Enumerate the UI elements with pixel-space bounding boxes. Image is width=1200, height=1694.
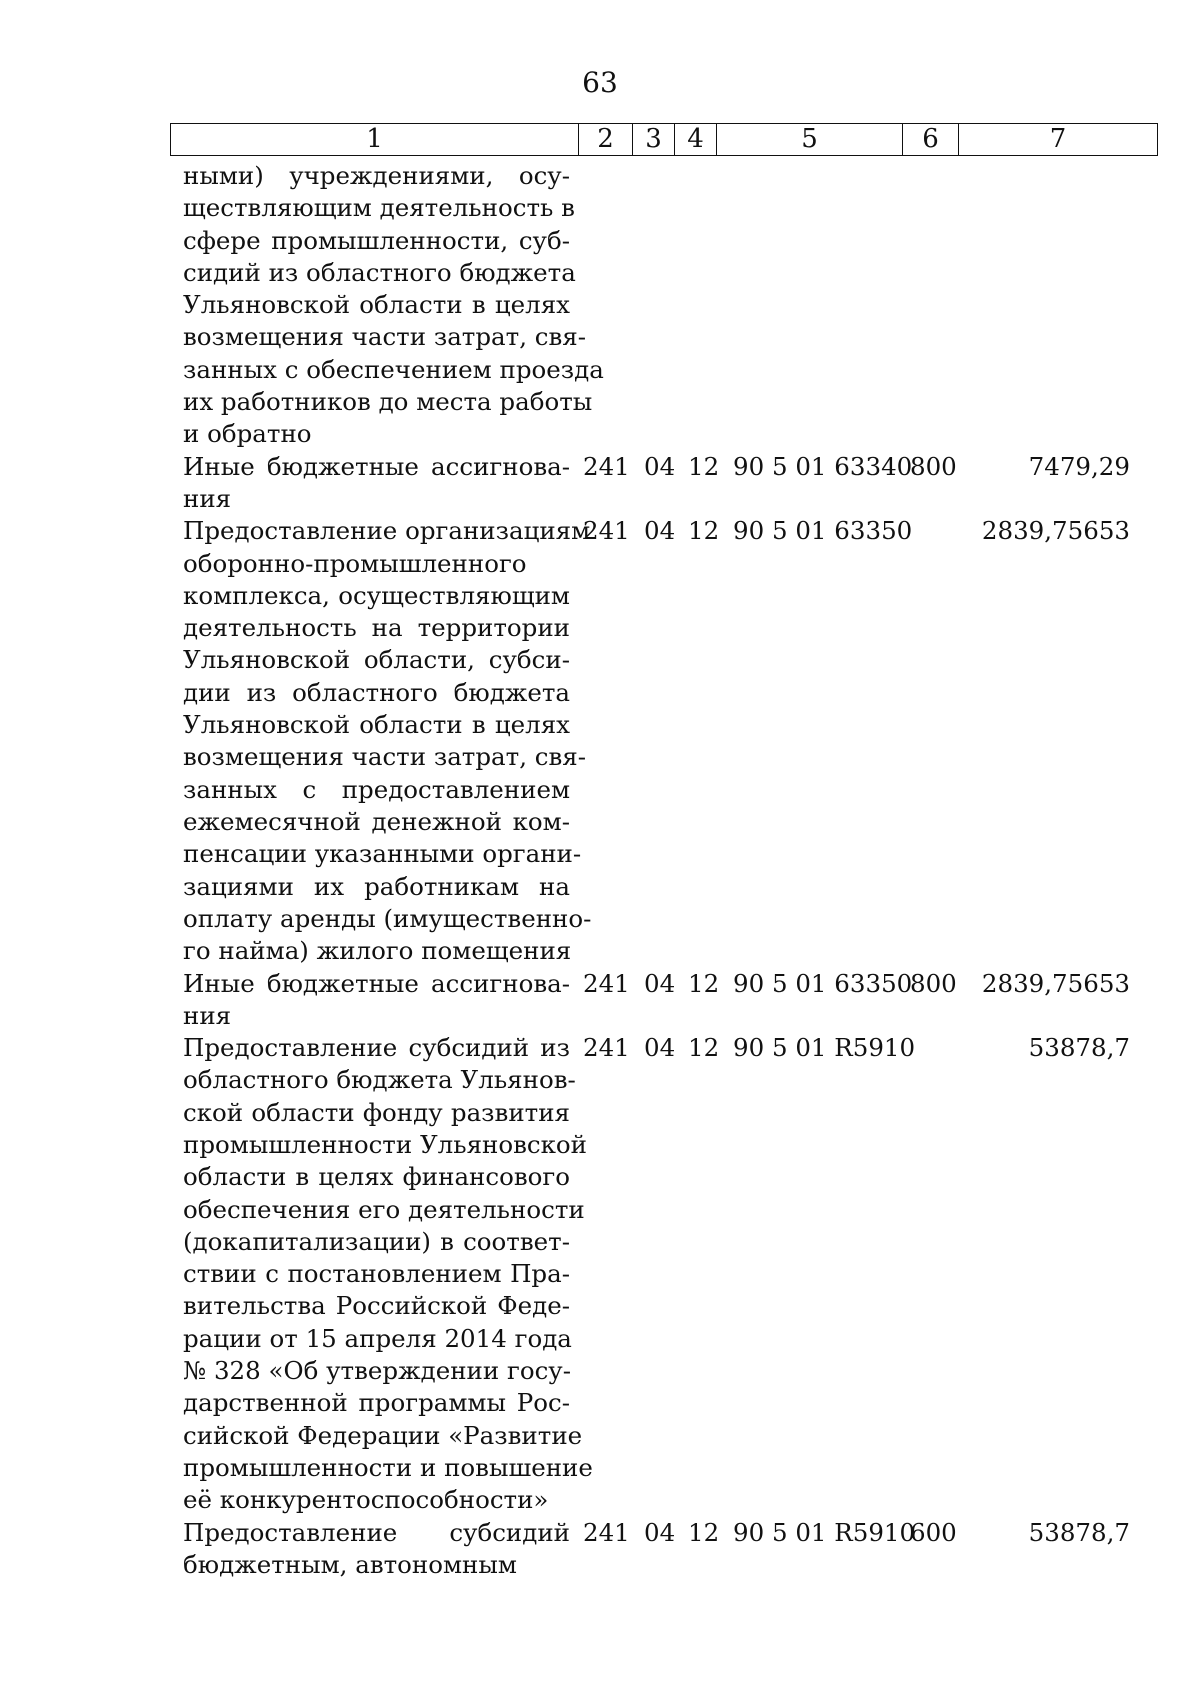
description-line: её конкурентоспособности» <box>183 1485 549 1515</box>
cell-col-4: 12 <box>688 1517 720 1547</box>
description-line: сийской Федерации «Развитие <box>183 1420 583 1450</box>
description-line: обеспечения его деятельности <box>183 1194 585 1224</box>
cell-col-3: 04 <box>644 451 676 481</box>
header-col-4: 4 <box>675 124 717 155</box>
header-col-2: 2 <box>579 124 633 155</box>
description-line: комплекса, осуществляющим <box>183 580 570 610</box>
cell-col-3: 04 <box>644 1517 676 1547</box>
description-line: и обратно <box>183 419 312 449</box>
cell-col-4: 12 <box>688 1033 720 1063</box>
cell-col-2: 241 <box>583 1517 630 1547</box>
description-line: ными) учреждениями, осу- <box>183 161 570 190</box>
page-number: 63 <box>582 66 618 99</box>
description-line: возмещения части затрат, свя- <box>183 322 587 352</box>
header-col-6: 6 <box>903 124 959 155</box>
cell-col-5: 90 5 01 63340 <box>733 451 913 481</box>
description-line: ния <box>183 483 232 513</box>
description-line: го найма) жилого помещения <box>183 936 572 966</box>
description-line: занных с предоставлением <box>183 774 570 804</box>
description-line: занных с обеспечением проезда <box>183 354 604 384</box>
table-header <box>170 123 1158 156</box>
row-description <box>183 968 570 1033</box>
description-line: (докапитализации) в соответ- <box>183 1226 570 1256</box>
cell-col-4: 12 <box>688 516 720 546</box>
header-col-5: 5 <box>717 124 903 155</box>
description-line: Ульяновской области в целях <box>183 710 570 740</box>
description-line: Предоставление субсидий <box>183 1517 570 1547</box>
cell-col-3: 04 <box>644 968 676 998</box>
description-line: промышленности и повышение <box>183 1452 593 1482</box>
row-description <box>183 1517 570 1582</box>
cell-col-5: 90 5 01 R5910 <box>733 1517 916 1547</box>
description-line: сидий из областного бюджета <box>183 257 576 287</box>
cell-col-2: 241 <box>583 451 630 481</box>
cell-col-2: 241 <box>583 968 630 998</box>
cell-col-7: 53878,7 <box>1028 1033 1130 1063</box>
header-col-3: 3 <box>633 124 675 155</box>
description-line: Ульяновской области, субси- <box>183 645 570 675</box>
cell-col-2: 241 <box>583 1033 630 1063</box>
cell-col-6: 800 <box>910 451 957 481</box>
description-line: возмещения части затрат, свя- <box>183 742 587 772</box>
description-line: оплату аренды (имущественно- <box>183 903 592 933</box>
description-line: сфере промышленности, суб- <box>183 225 570 255</box>
description-line: бюджетным, автономным <box>183 1549 517 1579</box>
description-line: зациями их работникам на <box>183 871 570 901</box>
description-line: Предоставление субсидий из <box>183 1033 570 1063</box>
row-description <box>183 1032 593 1516</box>
description-line: рации от 15 апреля 2014 года <box>183 1323 572 1353</box>
description-line: дарственной программы Рос- <box>183 1388 570 1418</box>
description-line: области в целях финансового <box>183 1162 570 1192</box>
description-line: № 328 «Об утверждении госу- <box>183 1356 571 1386</box>
cell-col-7: 7479,29 <box>1028 451 1130 481</box>
cell-col-4: 12 <box>688 968 720 998</box>
description-line: ежемесячной денежной ком- <box>183 806 570 836</box>
description-line: ществляющим деятельность в <box>183 193 575 223</box>
description-line: оборонно-промышленного <box>183 548 527 578</box>
description-line: Предоставление организациям <box>183 516 591 546</box>
description-line: Ульяновской области в целях <box>183 290 570 320</box>
cell-col-6: 800 <box>910 968 957 998</box>
cell-col-5: 90 5 01 R5910 <box>733 1033 916 1063</box>
row-description <box>183 160 604 451</box>
cell-col-3: 04 <box>644 1033 676 1063</box>
cell-col-7: 2839,75653 <box>981 968 1130 998</box>
description-line: ствии с постановлением Пра- <box>183 1259 570 1289</box>
cell-col-3: 04 <box>644 516 676 546</box>
description-line: ния <box>183 1000 232 1030</box>
cell-col-4: 12 <box>688 451 720 481</box>
cell-col-7: 2839,75653 <box>981 516 1130 546</box>
row-description <box>183 515 592 967</box>
description-line: областного бюджета Ульянов- <box>183 1065 576 1095</box>
cell-col-5: 90 5 01 63350 <box>733 516 913 546</box>
description-line: пенсации указанными органи- <box>183 839 582 869</box>
cell-col-7: 53878,7 <box>1028 1517 1130 1547</box>
row-description <box>183 451 570 516</box>
description-line: промышленности Ульяновской <box>183 1129 588 1159</box>
header-col-1: 1 <box>171 124 579 155</box>
description-line: Иные бюджетные ассигнова- <box>183 451 570 481</box>
cell-col-6: 600 <box>910 1517 957 1547</box>
header-col-7: 7 <box>1049 124 1067 154</box>
description-line: ской области фонду развития <box>183 1097 570 1127</box>
description-line: вительства Российской Феде- <box>183 1291 570 1321</box>
description-line: их работников до места работы <box>183 387 593 417</box>
cell-col-2: 241 <box>583 516 630 546</box>
description-line: дии из областного бюджета <box>183 677 570 707</box>
description-line: Иные бюджетные ассигнова- <box>183 968 570 998</box>
cell-col-5: 90 5 01 63350 <box>733 968 913 998</box>
description-line: деятельность на территории <box>183 613 570 643</box>
